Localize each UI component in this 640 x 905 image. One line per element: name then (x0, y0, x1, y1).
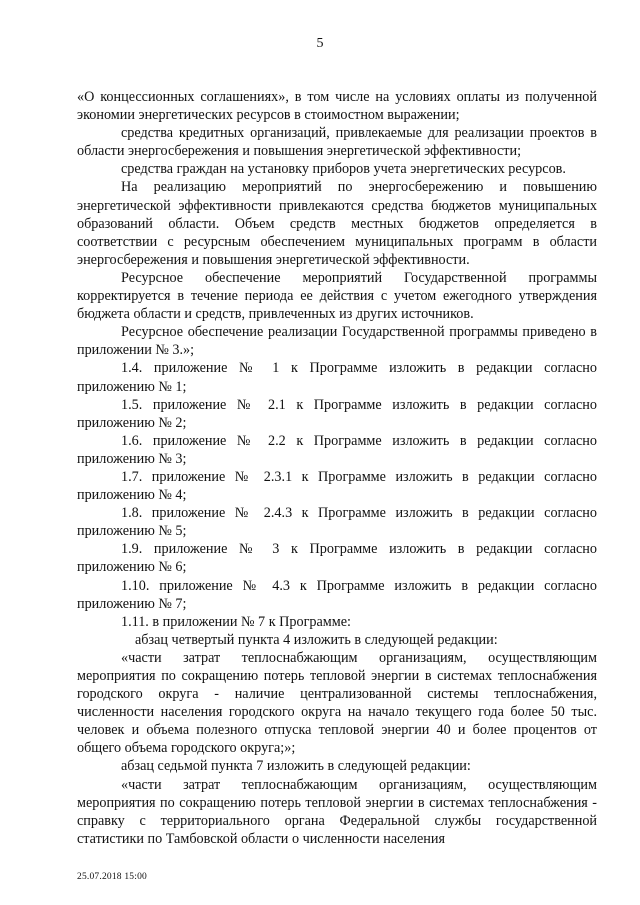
body-paragraph: средства граждан на установку приборов учета энергетических ресурсов. (121, 161, 566, 178)
amendment-item: 1.11. в приложении № 7 к Программе: (121, 613, 351, 630)
quoted-paragraph: «части затрат теплоснабжающим организациям, осуществляющим мероприятия по сокращению потерь тепловой энергии в системах теплоснабжения - справку с территориального органа Федеральной службы государственной статистики по Тамбовской области о численности населения (77, 776, 597, 847)
footer-timestamp: 25.07.2018 15:00 (77, 872, 147, 882)
page-number: 5 (316, 36, 324, 51)
amendment-item: 1.9. приложение № 3 к Программе изложить в редакции согласно приложению № 6; (77, 541, 597, 576)
quoted-paragraph: «части затрат теплоснабжающим организациям, осуществляющим мероприятия по сокращению потерь тепловой энергии в системах теплоснабжения городского округа - наличие централизованной системы теплоснабжения, численности населения городского округа на начало текущего года более 50 тыс. человек и объема полезного отпуска тепловой энергии 40 и более процентов от общего объема городского округа;»; (77, 649, 597, 757)
body-paragraph: Ресурсное обеспечение реализации Государственной программы приведено в приложении № 3.»; (77, 324, 597, 359)
body-paragraph: абзац седьмой пункта 7 изложить в следующей редакции: (121, 758, 471, 775)
amendment-item: 1.5. приложение № 2.1 к Программе изложить в редакции согласно приложению № 2; (77, 396, 597, 431)
body-paragraph: средства кредитных организаций, привлекаемые для реализации проектов в области энергосбережения и повышения энергетической эффективности; (77, 125, 597, 160)
body-paragraph: «О концессионных соглашениях», в том числе на условиях оплаты из полученной экономии энергетических ресурсов в стоимостном выражении; (77, 89, 597, 124)
document-body (77, 88, 597, 848)
body-paragraph: Ресурсное обеспечение мероприятий Государственной программы корректируется в течение периода ее действия с учетом ежегодного утверждения бюджета области и средств, привлеченных из других источников. (77, 269, 597, 323)
amendment-item: 1.10. приложение № 4.3 к Программе изложить в редакции согласно приложению № 7; (77, 577, 597, 612)
amendment-item: 1.6. приложение № 2.2 к Программе изложить в редакции согласно приложению № 3; (77, 432, 597, 467)
body-paragraph: На реализацию мероприятий по энергосбережению и повышению энергетической эффективности привлекаются средства бюджетов муниципальных образований области. Объем средств местных бюджетов определяется в соответствии с ресурсным обеспечением муниципальных программ в области энергосбережения и повышения энергетической эффективности. (77, 179, 597, 268)
amendment-item: 1.7. приложение № 2.3.1 к Программе изложить в редакции согласно приложению № 4; (77, 468, 597, 504)
body-paragraph: абзац четвертый пункта 4 изложить в следующей редакции: (135, 631, 498, 648)
amendment-item: 1.8. приложение № 2.4.3 к Программе изложить в редакции согласно приложению № 5; (77, 505, 597, 540)
amendment-item: 1.4. приложение № 1 к Программе изложить в редакции согласно приложению № 1; (77, 360, 597, 395)
